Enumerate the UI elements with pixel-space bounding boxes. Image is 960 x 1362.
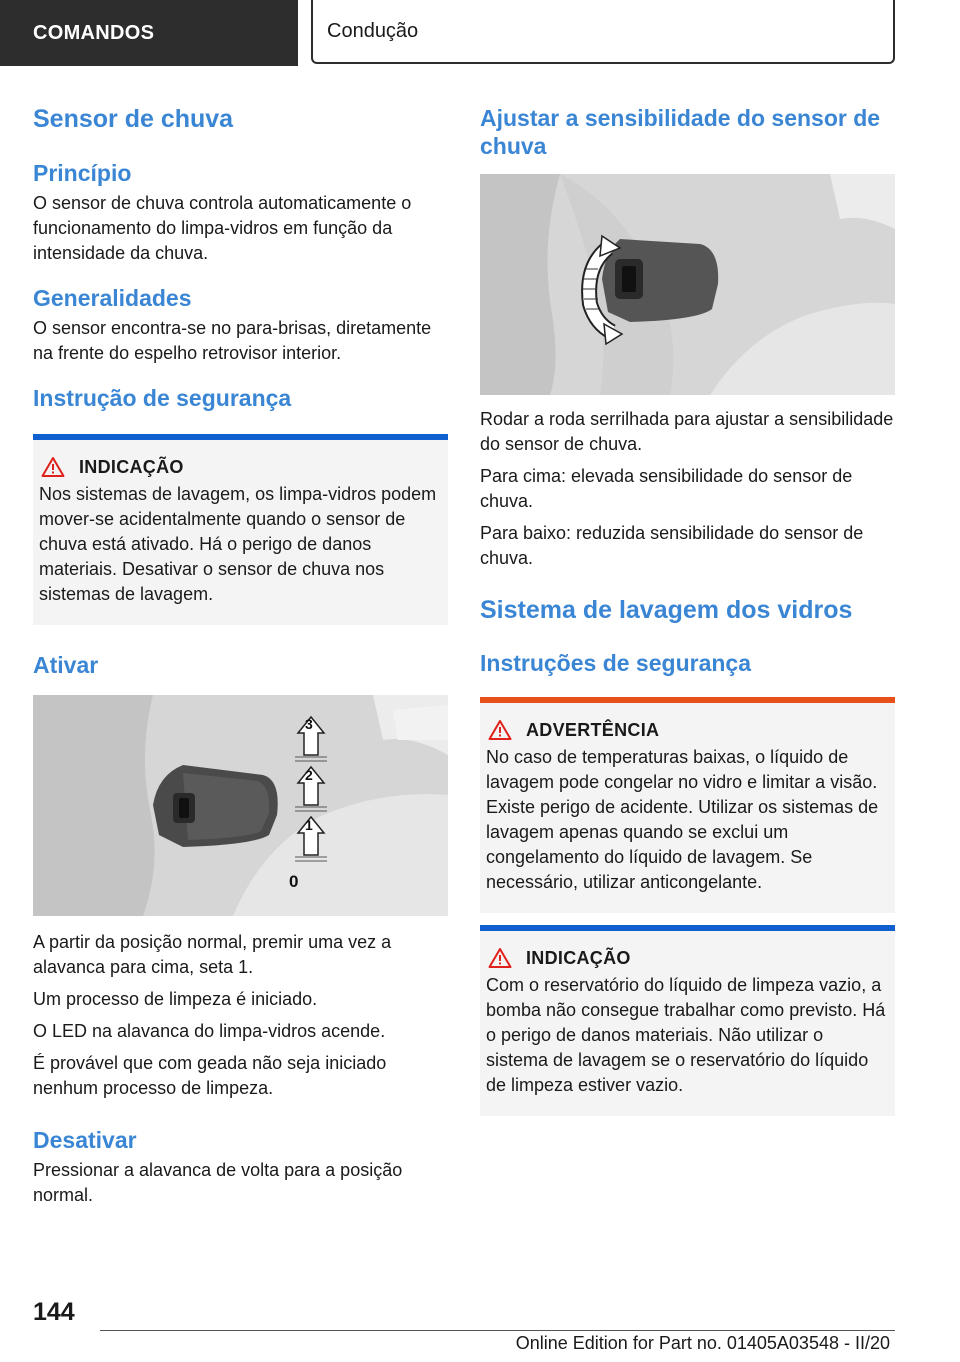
section-label: COMANDOS — [33, 21, 155, 44]
left-column — [33, 100, 448, 1208]
general-text: O sensor encontra-se no para-brisas, diretamente na frente do espelho retrovisor interior. — [33, 318, 432, 363]
arrow-label-3: 3 — [305, 716, 313, 732]
footer-divider — [100, 1330, 895, 1331]
principle-heading: Princípio — [33, 160, 132, 186]
rain-sensor-title: Sensor de chuva — [33, 105, 234, 133]
chapter-header — [311, 0, 895, 64]
washer-warning — [480, 697, 895, 913]
page-number: 144 — [33, 1298, 75, 1326]
warning-label: ADVERTÊNCIA — [526, 719, 660, 740]
washer-system-title: Sistema de lavagem dos vidros — [480, 596, 853, 624]
activate-text-3: O LED na alavanca do limpa-vidros acende. — [33, 1021, 386, 1041]
washer-safety-heading: Instruções de segurança — [480, 650, 751, 676]
washer-notice — [480, 925, 895, 1116]
activate-text-4: É provável que com geada não seja iniciado nenhum processo de limpeza. — [33, 1053, 387, 1098]
warning-triangle-icon — [488, 947, 512, 969]
sensitivity-text-2: Para cima: elevada sensibilidade do sensor de chuva. — [480, 466, 853, 511]
arrow-label-1: 1 — [305, 817, 313, 833]
notice-label: INDICAÇÃO — [526, 947, 631, 968]
deactivate-heading: Desativar — [33, 1127, 137, 1153]
right-column — [480, 100, 895, 1116]
safety-heading: Instrução de segurança — [33, 385, 292, 411]
activate-text-2: Um processo de limpeza é iniciado. — [33, 989, 318, 1009]
deactivate-text: Pressionar a alavanca de volta para a posição normal. — [33, 1160, 403, 1205]
chapter-label: Condução — [327, 19, 419, 42]
sensitivity-wheel-illustration — [480, 174, 895, 395]
safety-notice — [33, 434, 448, 625]
edition-text: Online Edition for Part no. 01405A03548 - II/20 — [515, 1333, 890, 1353]
warning-triangle-icon — [41, 456, 65, 478]
activate-text-1: A partir da posição normal, premir uma vez a alavanca para cima, seta 1. — [33, 932, 392, 977]
wiper-lever-image — [33, 695, 448, 916]
general-heading: Generalidades — [33, 285, 192, 311]
sensitivity-text-3: Para baixo: reduzida sensibilidade do sensor de chuva. — [480, 523, 864, 568]
section-tab — [0, 0, 298, 66]
wiper-lever-illustration — [33, 695, 448, 916]
warning-triangle-icon — [488, 719, 512, 741]
sensitivity-wheel-image — [480, 174, 895, 395]
warning-text: No caso de temperaturas baixas, o líquido de lavagem pode congelar no vidro e limitar a visão. Existe perigo de acidente. Utilizar os sistemas de lavagem apenas quando se exclui um congelamento do líquido de lavagem. Se necessário, utilizar anticongelante. — [486, 747, 879, 892]
arrow-label-2: 2 — [305, 767, 313, 783]
principle-text: O sensor de chuva controla automaticamente o funcionamento do limpa-vidros em função da intensidade da chuva. — [33, 193, 412, 263]
notice-text: Nos sistemas de lavagem, os limpa-vidros podem mover-se acidentalmente quando o sensor de chuva está ativado. Há o perigo de danos materiais. Desativar o sensor de chuva nos sistemas de lavagem. — [39, 484, 437, 604]
notice-label: INDICAÇÃO — [79, 456, 184, 477]
sensitivity-heading: Ajustar a sensibilidade do sensor de chuva — [480, 105, 881, 159]
activate-heading: Ativar — [33, 652, 99, 678]
sensitivity-text-1: Rodar a roda serrilhada para ajustar a sensibilidade do sensor de chuva. — [480, 409, 894, 454]
arrow-label-0: 0 — [289, 872, 299, 891]
notice-text: Com o reservatório do líquido de limpeza vazio, a bomba não consegue trabalhar como previsto. Há o perigo de danos materiais. Não utilizar o sistema de lavagem se o reservatório do líquido de limpeza estiver vazio. — [486, 975, 886, 1095]
